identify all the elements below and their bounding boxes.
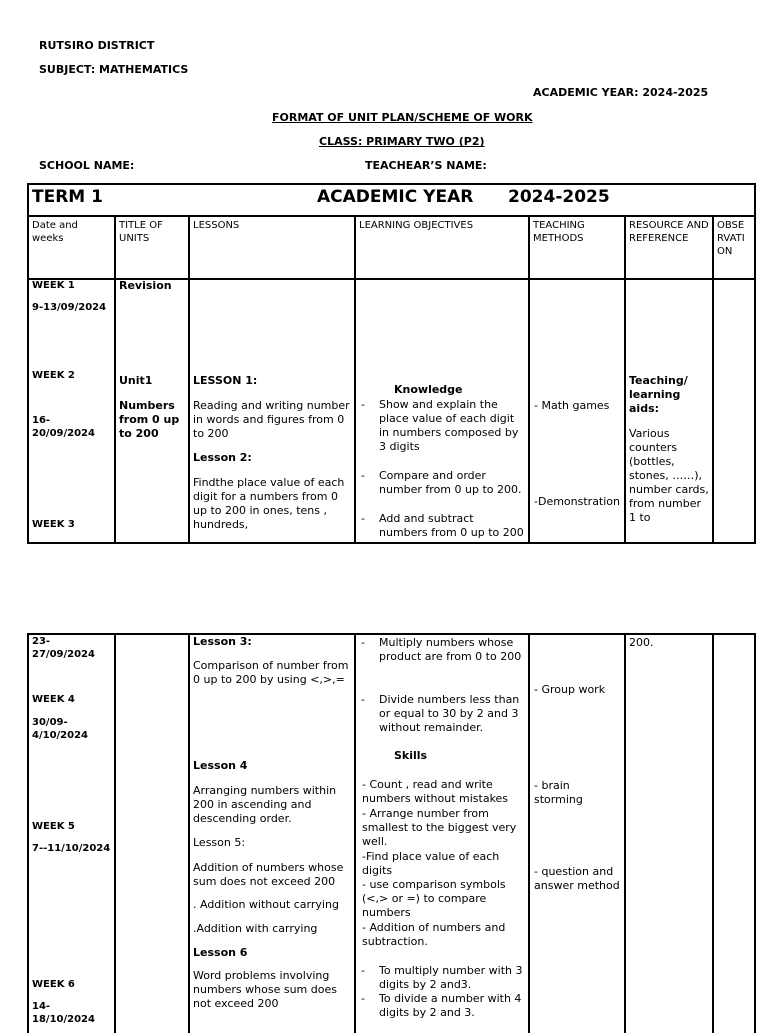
lesson-2-text: Findthe place value of each digit for a numbers from 0 up to 200 in ones, tens , hundreds, bbox=[193, 476, 345, 531]
lesson-5-text: Addition of numbers whose sum does not exceed 200 bbox=[193, 861, 344, 888]
knowledge-heading: Knowledge bbox=[394, 383, 463, 396]
revision-label: Revision bbox=[119, 279, 172, 292]
skill-divide: - To divide a number with 4 digits by 2 and 3. bbox=[379, 992, 524, 1020]
scheme-table-1 bbox=[27, 183, 756, 544]
col-header-objectives: LEARNING OBJECTIVES bbox=[359, 220, 474, 231]
dates-30-4: 30/09-4/10/2024 bbox=[32, 717, 89, 741]
lesson-5-title: Lesson 5: bbox=[193, 836, 246, 849]
lesson-3-text: Comparison of number from 0 up to 200 by using <,>,= bbox=[193, 659, 349, 686]
objective-multiply: - Multiply numbers whose product are from 0 to 200 bbox=[379, 636, 524, 664]
col-header-date: Date and weeks bbox=[32, 220, 78, 244]
resource-title: Teaching/ learning aids: bbox=[629, 374, 688, 415]
format-title: FORMAT OF UNIT PLAN/SCHEME OF WORK bbox=[272, 111, 533, 124]
skills-text-arrange: - Arrange number from smallest to the biggest very well. bbox=[362, 807, 517, 848]
method-group-work: - Group work bbox=[534, 683, 606, 696]
lesson-1-text: Reading and writing number in words and figures from 0 to 200 bbox=[193, 399, 350, 440]
col-header-methods: TEACHING METHODS bbox=[533, 220, 585, 244]
objective-add-subtract: - Add and subtract numbers from 0 up to 200 bbox=[379, 512, 524, 540]
school-name-label: SCHOOL NAME: bbox=[39, 159, 135, 172]
skills-text-place-value: -Find place value of each digits bbox=[362, 850, 500, 877]
week-5: WEEK 5 bbox=[32, 821, 75, 832]
class-label: CLASS: PRIMARY TWO (P2) bbox=[319, 135, 485, 148]
lesson-2-title: Lesson 2: bbox=[193, 451, 252, 464]
lesson-4-text: Arranging numbers within 200 in ascending and descending order. bbox=[193, 784, 337, 825]
objective-place-value: - Show and explain the place value of each digit in numbers composed by 3 digits bbox=[379, 398, 524, 454]
week-1-dates: 9-13/09/2024 bbox=[32, 302, 107, 313]
week-3: WEEK 3 bbox=[32, 519, 75, 530]
week-2: WEEK 2 bbox=[32, 370, 75, 381]
skills-heading: Skills bbox=[394, 749, 428, 762]
week-6: WEEK 6 bbox=[32, 979, 75, 990]
year-title: ACADEMIC YEAR bbox=[317, 187, 474, 207]
col-header-resources: RESOURCE AND REFERENCE bbox=[629, 220, 709, 244]
year-value: 2024-2025 bbox=[508, 187, 610, 207]
week-1: WEEK 1 bbox=[32, 280, 75, 291]
scheme-table-2 bbox=[27, 633, 756, 1033]
teacher-name-label: TEACHEAR’S NAME: bbox=[365, 159, 487, 172]
method-demonstration: -Demonstration bbox=[534, 495, 621, 508]
resource-continued: 200. bbox=[629, 636, 654, 649]
resource-text: Various counters (bottles, stones, ……), number cards, from number 1 to bbox=[629, 427, 709, 524]
lesson-1-title: LESSON 1: bbox=[193, 374, 258, 387]
objective-divide: - Divide numbers less than or equal to 30 by 2 and 3 without remainder. bbox=[379, 693, 524, 735]
addition-without-carrying: . Addition without carrying bbox=[193, 898, 339, 911]
skills-text-comparison: - use comparison symbols (<,> or =) to compare numbers bbox=[362, 878, 506, 919]
subject-label: SUBJECT: MATHEMATICS bbox=[39, 63, 189, 76]
unit-title: Numbers from 0 up to 200 bbox=[119, 399, 180, 440]
col-header-title: TITLE OF UNITS bbox=[119, 220, 163, 244]
lesson-4-title: Lesson 4 bbox=[193, 759, 248, 772]
skills-text-count: - Count , read and write numbers without mistakes bbox=[362, 778, 509, 805]
unit-label: Unit1 bbox=[119, 374, 153, 387]
term-title: TERM 1 bbox=[32, 187, 103, 207]
lesson-6-title: Lesson 6 bbox=[193, 946, 248, 959]
dates-7-11: 7--11/10/2024 bbox=[32, 843, 111, 854]
method-question-answer: - question and answer method bbox=[534, 865, 620, 892]
col-header-observation: OBSE RVATI ON bbox=[717, 220, 745, 257]
dates-14-18: 14-18/10/2024 bbox=[32, 1001, 95, 1025]
objective-compare: - Compare and order number from 0 up to 200. bbox=[379, 469, 524, 497]
method-brainstorming: - brain storming bbox=[534, 779, 583, 806]
col-header-lessons: LESSONS bbox=[193, 220, 240, 231]
week-2-dates: 16-20/09/2024 bbox=[32, 415, 95, 439]
addition-with-carrying: .Addition with carrying bbox=[193, 922, 318, 935]
academic-year-label: ACADEMIC YEAR: 2024-2025 bbox=[533, 86, 709, 99]
dates-23-27: 23-27/09/2024 bbox=[32, 636, 95, 660]
lesson-3-title: Lesson 3: bbox=[193, 635, 252, 648]
method-math-games: - Math games bbox=[534, 399, 610, 412]
district-label: RUTSIRO DISTRICT bbox=[39, 39, 155, 52]
week-4: WEEK 4 bbox=[32, 694, 75, 705]
lesson-6-text: Word problems involving numbers whose sum does not exceed 200 bbox=[193, 969, 337, 1010]
skills-text-addition: - Addition of numbers and subtraction. bbox=[362, 921, 506, 948]
skill-multiply: - To multiply number with 3 digits by 2 and3. bbox=[379, 964, 524, 992]
